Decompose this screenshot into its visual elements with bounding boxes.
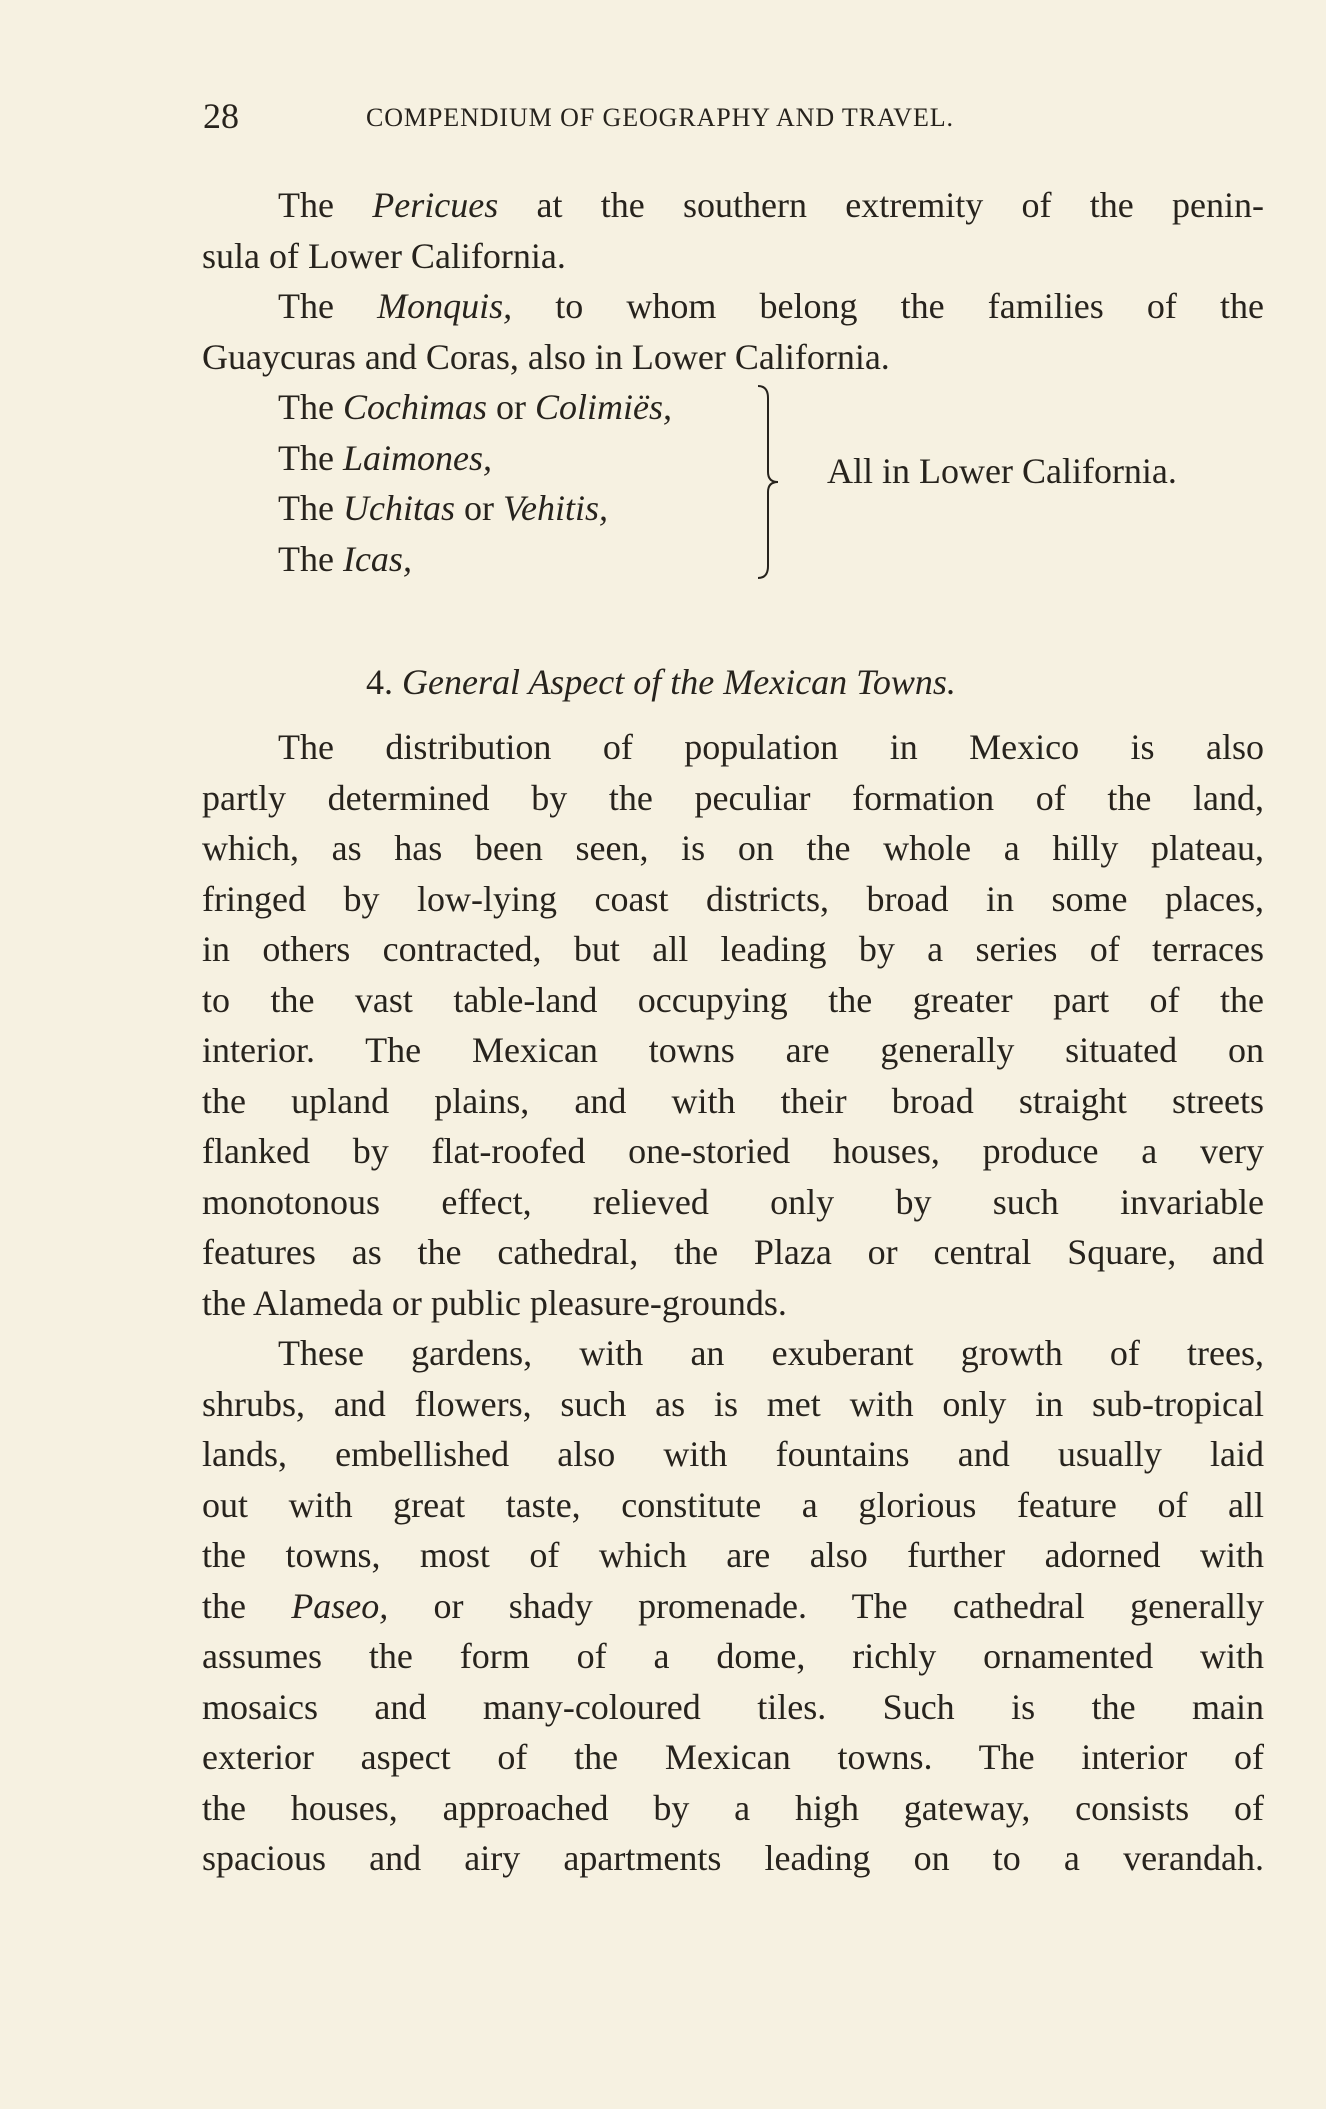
curly-brace-icon — [752, 384, 782, 580]
text-line — [202, 281, 1264, 332]
text-line — [202, 975, 1264, 1026]
text-run: the upland plains, and with their broad straight streets — [202, 1080, 1264, 1121]
text-line — [202, 1783, 1264, 1834]
text-run: features as the cathedral, the Plaza or central Square, and — [202, 1232, 1264, 1272]
opening-paragraphs — [202, 180, 1264, 382]
text-line — [202, 1581, 1264, 1632]
text-line — [202, 180, 1264, 231]
text-run: The — [278, 488, 343, 528]
text-line — [202, 773, 1264, 824]
text-line — [202, 722, 1264, 773]
italic-term: Monquis, — [377, 286, 513, 326]
text-run: the — [202, 1585, 292, 1626]
text-run: sula of Lower California. — [202, 235, 566, 276]
italic-term: Paseo, — [291, 1585, 389, 1626]
text-line — [202, 1076, 1264, 1127]
text-run: to the vast table-land occupying the greater part of the — [202, 979, 1264, 1020]
text-run: the Alameda or public pleasure-grounds. — [202, 1282, 787, 1323]
italic-term: Uchitas — [342, 488, 455, 528]
italic-term: Pericues — [372, 185, 499, 225]
italic-term: Icas, — [342, 538, 412, 579]
list-item — [278, 483, 672, 534]
text-run: out with great taste, constitute a glorious feature of all — [202, 1484, 1264, 1525]
text-run: which, as has been seen, is on the whole a hilly plateau, — [202, 828, 1264, 868]
section-title: General Aspect of the Mexican Towns. — [402, 662, 956, 702]
text-line — [202, 1833, 1264, 1884]
text-run: interior. The Mexican towns are generally situated on — [202, 1030, 1264, 1070]
text-run: at the southern extremity of the penin- — [498, 185, 1264, 225]
list-item — [278, 382, 672, 433]
text-run: the towns, most of which are also further adorned with — [202, 1535, 1264, 1575]
text-line — [202, 1732, 1264, 1783]
italic-term: Cochimas — [342, 387, 487, 427]
body-text — [202, 722, 1264, 1884]
text-run: monotonous effect, relieved only by such invariable — [202, 1181, 1264, 1222]
text-line — [202, 924, 1264, 975]
text-line — [202, 231, 1264, 282]
running-title: COMPENDIUM OF GEOGRAPHY AND TRAVEL. — [366, 103, 954, 132]
text-run: lands, embellished also with fountains and usually laid — [202, 1434, 1264, 1474]
italic-term: Colimiës, — [534, 387, 672, 427]
text-line — [202, 874, 1264, 925]
text-line — [202, 332, 1264, 383]
text-run: These gardens, with an exuberant growth of trees, — [278, 1333, 1264, 1373]
text-line — [202, 823, 1264, 874]
text-line — [202, 1682, 1264, 1733]
tribe-list — [278, 382, 672, 584]
text-run: The — [278, 185, 373, 225]
text-line — [202, 1379, 1264, 1430]
text-line — [202, 1530, 1264, 1581]
text-run: The — [278, 286, 378, 326]
text-run: The — [278, 387, 343, 427]
text-run: the houses, approached by a high gateway, consists of — [202, 1787, 1264, 1828]
text-line — [202, 1227, 1264, 1278]
text-line — [202, 1328, 1264, 1379]
section-heading — [366, 657, 956, 707]
text-run: to whom belong the families of the — [512, 286, 1264, 326]
text-run: shrubs, and flowers, such as is met with only in sub-tropical — [202, 1383, 1264, 1424]
text-line — [202, 1126, 1264, 1177]
text-line — [202, 1631, 1264, 1682]
text-run: or shady promenade. The cathedral generally — [388, 1585, 1264, 1626]
section-number: 4. — [366, 662, 393, 702]
text-line — [202, 1025, 1264, 1076]
text-run: or — [486, 387, 535, 427]
text-run: exterior aspect of the Mexican towns. The interior of — [202, 1737, 1264, 1777]
list-item — [278, 534, 672, 585]
list-item — [278, 433, 672, 484]
text-run: mosaics and many-coloured tiles. Such is the main — [202, 1686, 1264, 1727]
text-line — [202, 1429, 1264, 1480]
text-run: in others contracted, but all leading by a series of terraces — [202, 929, 1264, 969]
page-number: 28 — [203, 96, 239, 136]
text-run: spacious and airy apartments leading on to a verandah. — [202, 1838, 1264, 1878]
text-run: The — [278, 538, 343, 579]
bracket-note: All in Lower California. — [827, 451, 1177, 491]
text-line — [202, 1278, 1264, 1329]
text-run: or — [454, 488, 503, 528]
text-run: Guaycuras and Coras, also in Lower California. — [202, 336, 890, 377]
text-line — [202, 1480, 1264, 1531]
text-line — [202, 1177, 1264, 1228]
italic-term: Vehitis, — [502, 488, 608, 528]
text-run: The distribution of population in Mexico is also — [278, 727, 1264, 767]
text-run: flanked by flat-roofed one-storied houses, produce a very — [202, 1131, 1264, 1171]
text-run: assumes the form of a dome, richly ornamented with — [202, 1636, 1264, 1676]
text-run: partly determined by the peculiar formation of the land, — [202, 777, 1264, 818]
text-run: fringed by low-lying coast districts, broad in some places, — [202, 878, 1264, 919]
text-run: The — [278, 437, 343, 478]
italic-term: Laimones, — [342, 437, 492, 478]
